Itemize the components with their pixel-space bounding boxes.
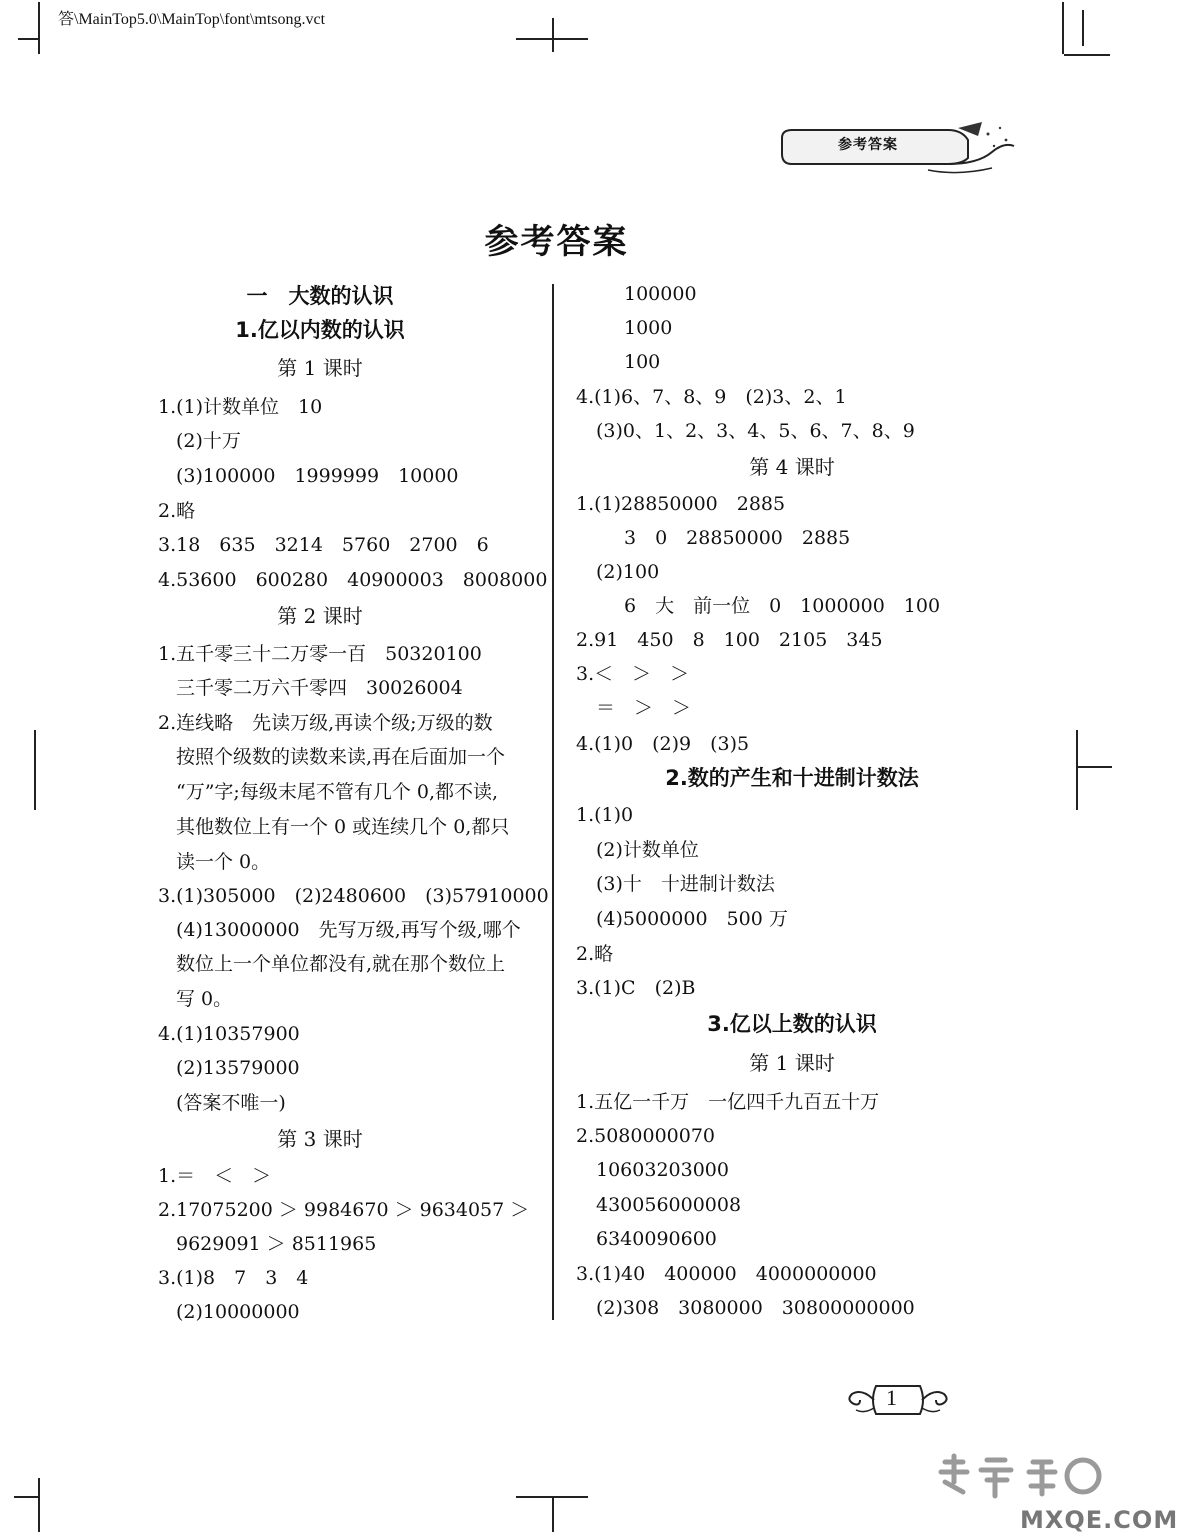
answer-line: 数位上一个单位都没有,就在那个数位上 [176, 953, 506, 975]
answer-line: 3.(1)305000 (2)2480600 (3)57910000 [158, 885, 549, 907]
answer-line: (4)5000000 500 万 [596, 908, 788, 930]
crop-mark [38, 1478, 40, 1532]
answer-line: 3.(1)8 7 3 4 [158, 1267, 309, 1289]
crop-mark [552, 1496, 554, 1532]
answer-line: 2.略 [576, 943, 614, 965]
answer-line: 4.(1)6、7、8、9 (2)3、2、1 [576, 386, 847, 408]
answer-line: 3 0 28850000 2885 [624, 527, 851, 549]
answer-line: (答案不唯一) [176, 1092, 286, 1114]
answer-line: 6 大 前一位 0 1000000 100 [624, 595, 941, 617]
lesson-heading: 第 2 课时 [277, 604, 363, 628]
answer-line: (3)0、1、2、3、4、5、6、7、8、9 [596, 420, 915, 442]
answer-line: (2)308 3080000 30800000000 [596, 1297, 915, 1319]
crop-mark [1078, 766, 1112, 768]
answer-line: (2)13579000 [176, 1057, 300, 1079]
crop-mark [18, 38, 40, 40]
page-number-ornament [846, 1380, 950, 1420]
crop-mark [552, 18, 554, 52]
answer-line: 4.(1)0 (2)9 (3)5 [576, 733, 750, 755]
lesson-heading: 第 4 课时 [749, 455, 835, 479]
answer-line: 1.五亿一千万 一亿四千九百五十万 [576, 1091, 880, 1113]
page-number: 1 [886, 1385, 897, 1410]
answer-line: 1.＝ ＜ ＞ [158, 1165, 272, 1187]
watermark-text: MXQE.COM [1020, 1506, 1178, 1534]
answer-line: (2)10000000 [176, 1301, 300, 1323]
crop-mark [14, 1496, 38, 1498]
answer-line: ＝ ＞ ＞ [596, 697, 692, 719]
answer-line: 其他数位上有一个 0 或连续几个 0,都只 [176, 816, 510, 838]
answer-line: (3)100000 1999999 10000 [176, 465, 459, 487]
crop-mark [34, 730, 36, 810]
crop-mark [1076, 730, 1078, 810]
crop-mark [38, 2, 40, 54]
answer-line: 430056000008 [596, 1194, 742, 1216]
crop-mark [1082, 10, 1084, 46]
answer-line: 2.略 [158, 500, 196, 522]
answer-line: (4)13000000 先写万级,再写个级,哪个 [176, 919, 521, 941]
answer-line: “万”字;每级末尾不管有几个 0,都不读, [176, 781, 499, 803]
crop-mark [1062, 2, 1064, 54]
answer-line: 100000 [624, 283, 697, 305]
answer-line: 6340090600 [596, 1228, 717, 1250]
column-divider [552, 284, 554, 1320]
crop-mark [1064, 54, 1110, 56]
answer-line: 三千零二万六千零四 30026004 [176, 677, 463, 699]
section-heading: 3.亿以上数的认识 [707, 1012, 877, 1036]
answer-line: 3.＜ ＞ ＞ [576, 663, 690, 685]
answer-line: (2)十万 [176, 430, 241, 452]
answer-line: 1.(1)28850000 2885 [576, 493, 786, 515]
banner-ribbon [778, 124, 1018, 180]
answer-line: 1000 [624, 317, 673, 339]
answer-line: 按照个级数的读数来读,再在后面加一个 [176, 746, 506, 768]
answer-line: 读一个 0。 [176, 851, 271, 873]
answer-line: 100 [624, 351, 661, 373]
answer-line: 3.(1)40 400000 4000000000 [576, 1263, 877, 1285]
answer-line: 4.(1)10357900 [158, 1023, 300, 1045]
page-title: 参考答案 [484, 222, 629, 262]
answer-line: 9629091 ＞ 8511965 [176, 1233, 377, 1255]
answer-line: 3.(1)C (2)B [576, 977, 696, 999]
answer-line: (2)100 [596, 561, 660, 583]
lesson-heading: 第 3 课时 [277, 1127, 363, 1151]
answer-line: 2.91 450 8 100 2105 345 [576, 629, 883, 651]
header-file-path: 答\MainTop5.0\MainTop\font\mtsong.vct [58, 11, 326, 28]
section-heading: 2.数的产生和十进制计数法 [665, 766, 919, 790]
answer-line: 3.18 635 3214 5760 2700 6 [158, 534, 489, 556]
answer-line: (2)计数单位 [596, 839, 699, 861]
answer-line: 写 0。 [176, 988, 233, 1010]
answer-line: 2.连线略 先读万级,再读个级;万级的数 [158, 712, 493, 734]
section-heading: 一 大数的认识 [246, 284, 394, 308]
lesson-heading: 第 1 课时 [277, 356, 363, 380]
answer-line: 2.17075200 ＞ 9984670 ＞ 9634057 ＞ [158, 1199, 530, 1221]
answer-line: 4.53600 600280 40900003 8008000 [158, 569, 548, 591]
answer-line: 10603203000 [596, 1159, 729, 1181]
section-heading: 1.亿以内数的认识 [235, 318, 405, 342]
answer-line: 1.五千零三十二万零一百 50320100 [158, 643, 482, 665]
answer-line: 2.5080000070 [576, 1125, 716, 1147]
banner-label: 参考答案 [838, 137, 898, 153]
answer-line: 1.(1)计数单位 10 [158, 396, 323, 418]
answer-line: (3)十 十进制计数法 [596, 873, 775, 895]
answer-line: 1.(1)0 [576, 804, 634, 826]
lesson-heading: 第 1 课时 [749, 1051, 835, 1075]
